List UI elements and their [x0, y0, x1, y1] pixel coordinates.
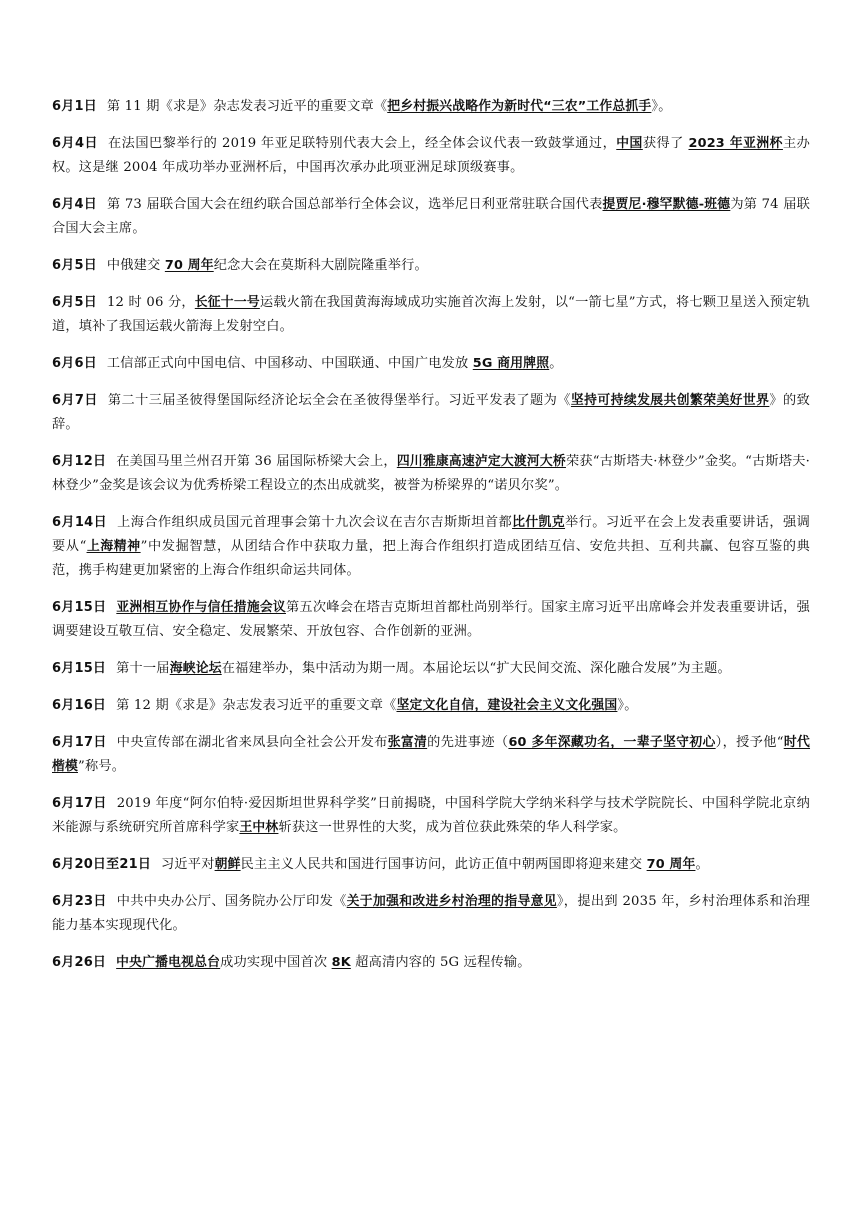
event-text: 中共中央办公厅、国务院办公厅印发《 [116, 894, 347, 909]
highlighted-term: 坚持可持续发展共创繁荣美好世界 [570, 393, 770, 408]
event-text: 》的致辞。 [52, 393, 811, 432]
event-text: 。 [695, 857, 709, 872]
event-date: 6月17日 [52, 735, 107, 750]
event-text: 工信部正式向中国电信、中国移动、中国联通、中国广电发放 [106, 356, 473, 371]
event-date: 6月6日 [52, 356, 97, 371]
event-text: 第十一届 [116, 661, 170, 676]
event-text: 第 12 期《求是》杂志发表习近平的重要文章《 [116, 698, 397, 713]
event-date: 6月17日 [52, 796, 107, 811]
highlighted-term: 8K [331, 955, 351, 970]
event-date: 6月1日 [52, 99, 97, 114]
event-text: 主办权。这是继 2004 年成功举办亚洲杯后，中国再次承办此项亚洲足球顶级赛事。 [52, 136, 810, 175]
document-page [52, 95, 810, 988]
event-text: 第 73 届联合国大会在纽约联合国总部举行全体会议，选举尼日利亚常驻联合国代表 [107, 197, 603, 212]
event-text: 斩获这一世界性的大奖，成为首位获此殊荣的华人科学家。 [278, 820, 627, 835]
highlighted-term: 60 多年深藏功名，一辈子坚守初心 [508, 735, 716, 750]
event-entry [52, 694, 810, 718]
event-entry [52, 95, 810, 119]
event-entry [52, 254, 810, 278]
event-date: 6月4日 [52, 197, 97, 212]
event-entry [52, 657, 810, 681]
highlighted-term: 5G 商用牌照 [472, 356, 550, 371]
highlighted-term: 王中林 [239, 820, 279, 835]
event-text: ”中发掘智慧，从团结合作中获取力量，把上海合作组织打造成团结互信、安危共担、互利共赢、包容互鉴的典范，携手构建更加紧密的上海合作组织命运共同体。 [52, 539, 810, 578]
highlighted-term: 70 周年 [164, 258, 214, 273]
event-text: 纪念大会在莫斯科大剧院隆重举行。 [213, 258, 428, 273]
event-text: 第 11 期《求是》杂志发表习近平的重要文章《 [106, 99, 388, 114]
highlighted-term: 比什凯克 [512, 515, 566, 530]
highlighted-term: 坚定文化自信，建设社会主义文化强国 [396, 698, 618, 713]
event-date: 6月7日 [52, 393, 98, 408]
event-entry [52, 389, 810, 437]
highlighted-term: 70 周年 [646, 857, 696, 872]
event-date: 6月23日 [52, 894, 107, 909]
event-text: 在美国马里兰州召开第 36 届国际桥梁大会上， [116, 454, 397, 469]
highlighted-term: 朝鲜 [214, 857, 241, 872]
event-date: 6月26日 [52, 955, 107, 970]
event-text: 获得了 [642, 136, 689, 151]
event-entry [52, 352, 810, 376]
event-text: 中俄建交 [106, 258, 165, 273]
event-entry [52, 890, 810, 938]
event-entry [52, 291, 810, 339]
event-text: 12 时 06 分， [106, 295, 195, 310]
highlighted-term: 上海精神 [86, 539, 141, 554]
event-text: 举行。习近平在会上发表重要讲话，强调要从“ [52, 515, 810, 554]
event-text: 习近平对 [161, 857, 215, 872]
event-text: ），授予他“ [715, 735, 784, 750]
highlighted-term: 中国 [616, 136, 643, 151]
event-date: 6月15日 [52, 600, 107, 615]
event-text: 在法国巴黎举行的 2019 年亚足联特别代表大会上，经全体会议代表一致鼓掌通过， [108, 136, 617, 151]
highlighted-term: 时代楷模 [52, 735, 811, 774]
event-date: 6月16日 [52, 698, 107, 713]
event-text: 》。 [617, 698, 638, 713]
highlighted-term: 亚洲相互协作与信任措施会议 [116, 600, 286, 615]
event-date: 6月4日 [52, 136, 98, 151]
event-entry [52, 853, 810, 877]
highlighted-term: 长征十一号 [194, 295, 260, 310]
highlighted-term: 关于加强和改进乡村治理的指导意见 [346, 894, 557, 909]
event-date: 6月20日至21日 [52, 857, 152, 872]
highlighted-term: 把乡村振兴战略作为新时代“三农”工作总抓手 [387, 99, 652, 114]
event-entry [52, 511, 810, 583]
event-date: 6月5日 [52, 295, 97, 310]
event-text: 》。 [651, 99, 672, 114]
event-text: 超高清内容的 5G 远程传输。 [350, 955, 531, 970]
event-date: 6月5日 [52, 258, 97, 273]
event-text: 运载火箭在我国黄海海域成功实施首次海上发射，以“一箭七星”方式，将七颗卫星送入预定轨道，填补了我国运载火箭海上发射空白。 [52, 295, 810, 334]
event-entry [52, 731, 810, 779]
highlighted-term: 四川雅康高速泸定大渡河大桥 [396, 454, 566, 469]
event-text: 荣获“古斯塔夫·林登少”金奖。“古斯塔夫·林登少”金奖是该会议为优秀桥梁工程设立的杰出成就奖，被誉为桥梁界的“诺贝尔奖”。 [52, 454, 811, 493]
event-text: 上海合作组织成员国元首理事会第十九次会议在吉尔吉斯斯坦首都 [117, 515, 513, 530]
highlighted-term: 海峡论坛 [169, 661, 222, 676]
highlighted-term: 提贾尼·穆罕默德-班德 [602, 197, 731, 212]
event-text: 》，提出到 2035 年，乡村治理体系和治理能力基本实现现代化。 [52, 894, 810, 933]
event-text: 第五次峰会在塔吉克斯坦首都杜尚别举行。国家主席习近平出席峰会并发表重要讲话，强调要建设互敬互信、安全稳定、发展繁荣、开放包容、合作创新的亚洲。 [52, 600, 810, 639]
event-entry [52, 132, 810, 180]
event-date: 6月12日 [52, 454, 107, 469]
event-text: 的先进事迹（ [427, 735, 509, 750]
event-text: 为第 74 届联合国大会主席。 [52, 197, 810, 236]
event-text: 中央宣传部在湖北省来凤县向全社会公开发布 [116, 735, 388, 750]
event-text: 。 [549, 356, 563, 371]
event-text: ”称号。 [78, 759, 126, 774]
event-text: 第二十三届圣彼得堡国际经济论坛全会在圣彼得堡举行。习近平发表了题为《 [107, 393, 571, 408]
highlighted-term: 2023 年亚洲杯 [688, 136, 783, 151]
event-text: 2019 年度“阿尔伯特·爱因斯坦世界科学奖”日前揭晓，中国科学院大学纳米科学与技术学院院长、中国科学院北京纳米能源与系统研究所首席科学家 [52, 796, 810, 835]
event-text: 成功实现中国首次 [220, 955, 332, 970]
event-entry [52, 792, 810, 840]
event-text: 民主主义人民共和国进行国事访问，此访正值中朝两国即将迎来建交 [240, 857, 647, 872]
event-date: 6月15日 [52, 661, 107, 676]
event-entry [52, 450, 810, 498]
event-date: 6月14日 [52, 515, 108, 530]
event-entry [52, 596, 810, 644]
event-entry [52, 193, 810, 241]
highlighted-term: 中央广播电视总台 [116, 955, 221, 970]
event-entry [52, 951, 810, 975]
highlighted-term: 张富清 [387, 735, 428, 750]
event-text: 在福建举办，集中活动为期一周。本届论坛以“扩大民间交流、深化融合发展”为主题。 [221, 661, 731, 676]
